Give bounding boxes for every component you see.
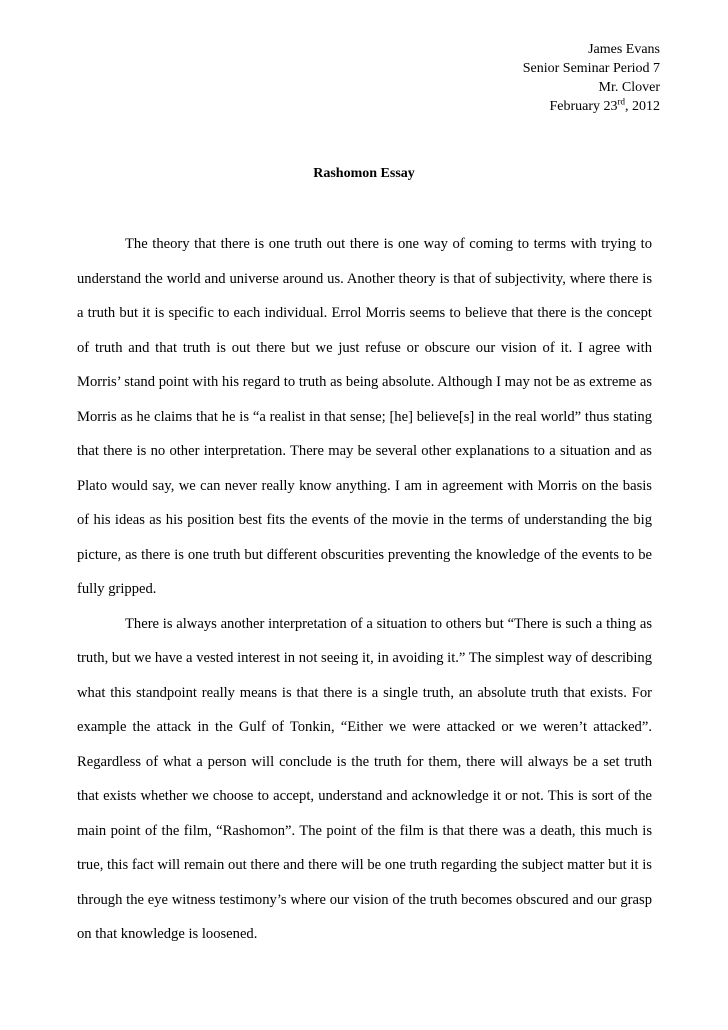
course-name: Senior Seminar Period 7 [522,61,660,76]
essay-body [77,227,652,952]
date-month-day: February 23 [549,99,618,114]
author-name: James Evans [588,42,660,57]
essay-title: Rashomon Essay [313,166,415,181]
paragraph-1: The theory that there is one truth out there is one way of coming to terms with trying to understand the world and universe around us. Another theory is that of subjectivity, where there is a truth but it is specific to each individual. Errol Morris seems to believe that there is the concept of truth and that truth is out there but we just refuse or obscure our vision of it. I agree with Morris’ stand point with his regard to truth as being absolute. Although I may not be as extreme as Morris as he claims that he is “a realist in that sense; [he] believe[s] in the real world” thus stating that there is no other interpretation. There may be several other explanations to a situation and as Plato would say, we can never really know anything. I am in agreement with Morris on the basis of his ideas as his position best fits the events of the movie in the terms of understanding the big picture, as there is one truth but different obscurities preventing the knowledge of the events to be fully gripped. [77,236,652,597]
essay-date [523,97,660,116]
paragraph-2: There is always another interpretation of a situation to others but “There is such a thing as truth, but we have a vested interest in not seeing it, in avoiding it.” The simplest way of describing what this standpoint really means is that there is a single truth, an absolute truth that exists. For example the attack in the Gulf of Tonkin, “Either we were attacked or we weren’t attacked”. Regardless of what a person will conclude is the truth for them, there will always be a set truth that exists whether we choose to accept, understand and acknowledge it or not. This is sort of the main point of the film, “Rashomon”. The point of the film is that there was a death, this much is true, this fact will remain out there and there will be one truth regarding the subject matter but it is through the eye witness testimony’s where our vision of the truth becomes obscured and our grasp on that knowledge is loosened. [77,615,652,942]
date-year: , 2012 [625,99,660,114]
date-ordinal-suffix: rd [617,96,625,107]
teacher-name: Mr. Clover [598,80,660,95]
header-block [523,40,660,116]
